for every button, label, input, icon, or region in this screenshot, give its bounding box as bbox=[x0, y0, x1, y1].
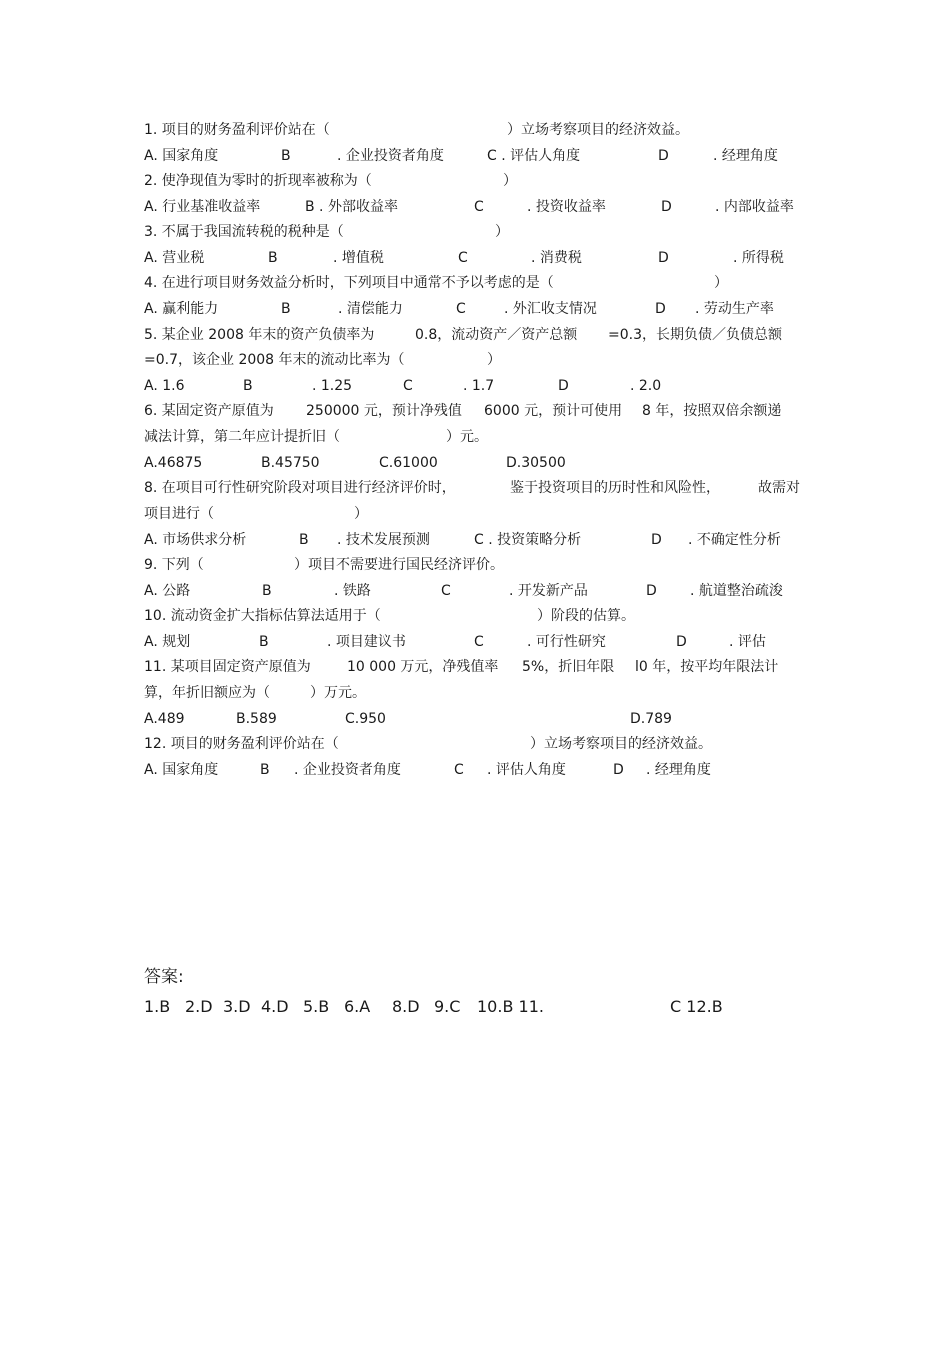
option-b-letter: B bbox=[281, 301, 291, 317]
question-8-stem bbox=[144, 477, 814, 499]
answer-item: 3.D bbox=[223, 997, 251, 1016]
option-b-letter: B bbox=[262, 583, 272, 599]
option-c: . 开发新产品 bbox=[509, 583, 588, 599]
answer-item: 2.D bbox=[185, 997, 213, 1016]
answer-title: 答案: bbox=[144, 967, 184, 987]
question-12-options bbox=[144, 759, 814, 781]
question-8-stem-cont bbox=[144, 503, 814, 525]
option-c: . 外汇收支情况 bbox=[504, 301, 597, 317]
question-text: 9. 下列（ bbox=[144, 557, 204, 573]
option-b-letter: B bbox=[260, 762, 270, 778]
option-c: C.61000 bbox=[379, 455, 438, 471]
option-c: . 消费税 bbox=[531, 250, 582, 266]
answer-item: 8.D bbox=[392, 997, 420, 1016]
question-4-stem bbox=[144, 272, 814, 294]
question-text: 12. 项目的财务盈利评价站在（ bbox=[144, 736, 339, 752]
answer-item: 1.B bbox=[144, 997, 171, 1016]
option-c-letter: C bbox=[474, 199, 484, 215]
answer-item: 5.B bbox=[303, 997, 330, 1016]
question-11-options bbox=[144, 708, 814, 730]
question-text: 5. 某企业 2008 年末的资产负债率为 bbox=[144, 327, 375, 343]
question-1-stem bbox=[144, 119, 814, 141]
option-b: . 企业投资者角度 bbox=[294, 762, 401, 778]
question-text: ） bbox=[354, 506, 368, 522]
option-a: A. 规划 bbox=[144, 634, 191, 650]
option-a: A. 国家角度 bbox=[144, 148, 219, 164]
question-text: 0.8，流动资产／资产总额 bbox=[415, 327, 578, 343]
option-d: . 所得税 bbox=[733, 250, 784, 266]
question-text: 1. 项目的财务盈利评价站在（ bbox=[144, 122, 330, 138]
question-text: 6000 元，预计可使用 bbox=[484, 403, 623, 419]
question-text: 项目进行（ bbox=[144, 506, 214, 522]
option-c: C . 投资策略分析 bbox=[474, 532, 582, 548]
question-2-options bbox=[144, 196, 814, 218]
question-9-options bbox=[144, 580, 814, 602]
option-a: A. 公路 bbox=[144, 583, 191, 599]
question-text: ）元。 bbox=[446, 429, 488, 445]
option-d-letter: D bbox=[651, 532, 662, 548]
question-text: 8. 在项目可行性研究阶段对项目进行经济评价时， bbox=[144, 480, 456, 496]
option-d: . 劳动生产率 bbox=[695, 301, 774, 317]
question-text: ）项目不需要进行国民经济评价。 bbox=[294, 557, 504, 573]
option-d-letter: D bbox=[658, 148, 669, 164]
option-d: . 2.0 bbox=[630, 378, 662, 394]
question-text: 250000 元，预计净残值 bbox=[306, 403, 462, 419]
option-b: . 技术发展预测 bbox=[337, 532, 430, 548]
option-b-letter: B bbox=[299, 532, 309, 548]
question-text: ）立场考察项目的经济效益。 bbox=[530, 736, 712, 752]
option-d-letter: D bbox=[676, 634, 687, 650]
answer-item: 4.D bbox=[261, 997, 289, 1016]
question-text: =0.7，该企业 2008 年末的流动比率为（ bbox=[144, 352, 405, 368]
question-1-options bbox=[144, 145, 814, 167]
question-text: 2. 使净现值为零时的折现率被称为（ bbox=[144, 173, 372, 189]
option-d: . 经理角度 bbox=[713, 148, 778, 164]
question-3-stem bbox=[144, 221, 814, 243]
answer-item: 6.A bbox=[344, 997, 371, 1016]
option-b: . 清偿能力 bbox=[338, 301, 403, 317]
question-text: ） bbox=[714, 275, 728, 291]
option-d: . 航道整治疏浚 bbox=[690, 583, 783, 599]
option-c-letter: C bbox=[456, 301, 466, 317]
option-b-letter: B bbox=[243, 378, 253, 394]
question-text: 11. 某项目固定资产原值为 bbox=[144, 659, 311, 675]
question-text: 8 年，按照双倍余额递 bbox=[642, 403, 782, 419]
option-b: . 1.25 bbox=[312, 378, 353, 394]
option-b: . 增值税 bbox=[333, 250, 384, 266]
option-c-letter: C bbox=[454, 762, 464, 778]
option-b: . 铁路 bbox=[334, 583, 371, 599]
option-d-letter: D bbox=[558, 378, 569, 394]
option-a: A. 国家角度 bbox=[144, 762, 219, 778]
question-9-stem bbox=[144, 554, 814, 576]
option-b: B . 外部收益率 bbox=[305, 199, 398, 215]
option-a: A. 1.6 bbox=[144, 378, 185, 394]
option-b: B.45750 bbox=[261, 455, 320, 471]
question-text: ） bbox=[503, 173, 517, 189]
question-text: 10 000 万元，净残值率 bbox=[347, 659, 499, 675]
option-c: . 1.7 bbox=[463, 378, 495, 394]
question-4-options bbox=[144, 298, 814, 320]
question-text: 故需对 bbox=[758, 480, 800, 496]
question-text: 减法计算，第二年应计提折旧（ bbox=[144, 429, 340, 445]
option-a: A. 行业基准收益率 bbox=[144, 199, 261, 215]
question-text: 算，年折旧额应为（ bbox=[144, 685, 270, 701]
answer-item: 10.B 11. bbox=[477, 997, 544, 1016]
option-c-letter: C bbox=[474, 634, 484, 650]
question-text: ）万元。 bbox=[310, 685, 366, 701]
option-c: . 可行性研究 bbox=[527, 634, 606, 650]
option-c-letter: C bbox=[403, 378, 413, 394]
option-d-letter: D bbox=[661, 199, 672, 215]
question-text: ） bbox=[495, 224, 509, 240]
option-b-letter: B bbox=[259, 634, 269, 650]
question-text: 3. 不属于我国流转税的税种是（ bbox=[144, 224, 344, 240]
question-text: ） bbox=[487, 352, 501, 368]
option-a: A. 赢利能力 bbox=[144, 301, 219, 317]
option-c: . 评估人角度 bbox=[487, 762, 566, 778]
option-d-letter: D bbox=[655, 301, 666, 317]
option-b-letter: B bbox=[268, 250, 278, 266]
option-d-letter: D bbox=[658, 250, 669, 266]
question-3-options bbox=[144, 247, 814, 269]
question-2-stem bbox=[144, 170, 814, 192]
question-text: ）立场考察项目的经济效益。 bbox=[507, 122, 689, 138]
option-a: A.46875 bbox=[144, 455, 203, 471]
question-text: =0.3，长期负债／负债总额 bbox=[608, 327, 782, 343]
option-c-letter: C bbox=[458, 250, 468, 266]
answer-key bbox=[144, 995, 784, 1019]
option-d: D.789 bbox=[630, 711, 672, 727]
question-text: 4. 在进行项目财务效益分析时，下列项目中通常不予以考虑的是（ bbox=[144, 275, 554, 291]
option-b: . 企业投资者角度 bbox=[337, 148, 444, 164]
answer-item: C 12.B bbox=[670, 997, 723, 1016]
option-a: A.489 bbox=[144, 711, 185, 727]
option-c-letter: C bbox=[441, 583, 451, 599]
question-text: 6. 某固定资产原值为 bbox=[144, 403, 274, 419]
option-c: C.950 bbox=[345, 711, 386, 727]
option-c: . 投资收益率 bbox=[527, 199, 606, 215]
answer-item: 9.C bbox=[434, 997, 461, 1016]
option-c: C . 评估人角度 bbox=[487, 148, 581, 164]
question-5-options bbox=[144, 375, 814, 397]
question-text: 鉴于投资项目的历时性和风险性， bbox=[510, 480, 720, 496]
question-text: 5%，折旧年限 bbox=[522, 659, 615, 675]
option-b-letter: B bbox=[281, 148, 291, 164]
question-8-options bbox=[144, 529, 814, 551]
question-6-options bbox=[144, 452, 814, 474]
question-5-stem bbox=[144, 324, 814, 346]
option-a: A. 市场供求分析 bbox=[144, 532, 247, 548]
option-b: . 项目建议书 bbox=[327, 634, 406, 650]
option-b: B.589 bbox=[236, 711, 277, 727]
question-text: l0 年，按平均年限法计 bbox=[635, 659, 779, 675]
question-5-stem-cont bbox=[144, 349, 814, 371]
question-6-stem bbox=[144, 400, 814, 422]
option-a: A. 营业税 bbox=[144, 250, 205, 266]
option-d: D.30500 bbox=[506, 455, 566, 471]
question-text: ）阶段的估算。 bbox=[537, 608, 635, 624]
question-10-options bbox=[144, 631, 814, 653]
option-d-letter: D bbox=[613, 762, 624, 778]
question-12-stem bbox=[144, 733, 814, 755]
question-11-stem bbox=[144, 656, 814, 678]
option-d: . 评估 bbox=[729, 634, 766, 650]
option-d: . 经理角度 bbox=[646, 762, 711, 778]
option-d: . 不确定性分析 bbox=[688, 532, 781, 548]
option-d-letter: D bbox=[646, 583, 657, 599]
question-text: 10. 流动资金扩大指标估算法适用于（ bbox=[144, 608, 381, 624]
option-d: . 内部收益率 bbox=[715, 199, 794, 215]
question-10-stem bbox=[144, 605, 814, 627]
question-11-stem-cont bbox=[144, 682, 814, 704]
question-6-stem-cont bbox=[144, 426, 814, 448]
